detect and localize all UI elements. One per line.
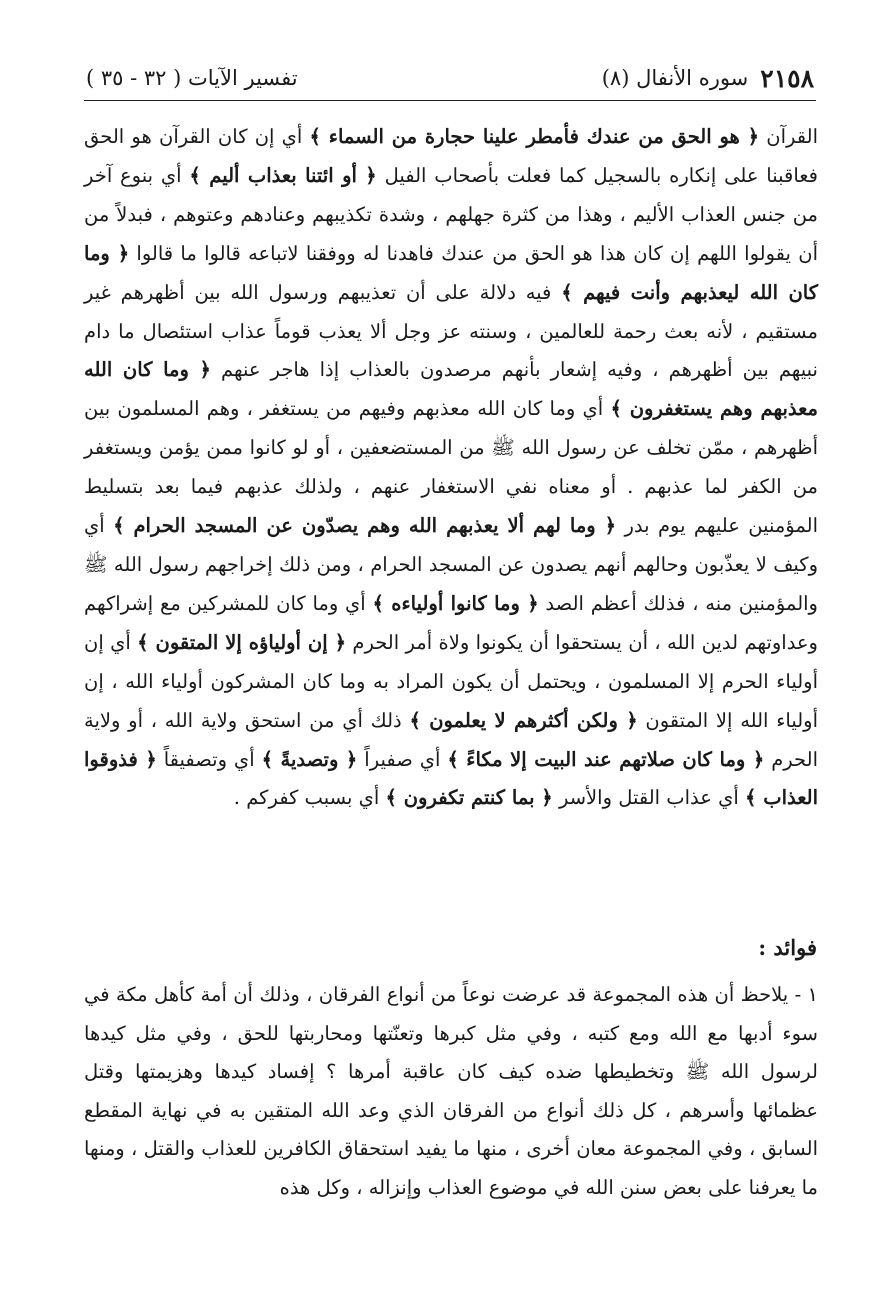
commentary-text: أي بسبب كفركم . — [233, 786, 386, 810]
commentary-text: ذلك أي من استحق ولاية الله ، أو ولاية الحرم — [84, 708, 818, 771]
verse-quote: ﴿ وما كان الله معذبهم وهم يستغفرون ﴾ — [84, 358, 818, 421]
page-number: ٢١٥٨ — [760, 63, 814, 93]
commentary-text: أي وما كان للمشركين مع إشراكهم وعداوتهم لدين الله ، أن يستحقوا أن يكونوا ولاة أمر الحرم — [84, 591, 818, 654]
verse-quote: ﴿ وما لهم ألا يعذبهم الله وهم يصدّون عن المسجد الحرام ﴾ — [113, 514, 617, 538]
commentary-text: أي وما كان الله معذبهم وفيهم من يستغفر ، وهم المسلمون بين أظهرهم ، ممّن تخلف عن رسول الله ﷺ من المستضعفين ، أو لو كانوا ممن يؤمن ويستغفر من الكفر لما عذبهم . أو معناه نفي الاستغفار عنهم ، ولذلك عذبهم فيما بعد بتسليط المؤمنين عليهم يوم بدر — [84, 397, 818, 538]
verse-quote: ﴿ ولكن أكثرهم لا يعلمون ﴾ — [409, 708, 638, 732]
commentary-text: أي صفيراً — [357, 747, 448, 771]
commentary-text: أي وكيف لا يعذّبون وحالهم أنهم يصدون عن المسجد الحرام ، ومن ذلك إخراجهم رسول الله ﷺ والمؤمنين منه ، فذلك أعظم الصد — [84, 514, 818, 615]
section-title: تفسير الآيات ( ٣٢ - ٣٥ ) — [86, 66, 298, 90]
verse-quote: ﴿ هو الحق من عندك فأمطر علينا حجارة من السماء ﴾ — [309, 125, 760, 148]
header-divider — [84, 100, 816, 101]
verse-quote: ﴿ فذوقوا العذاب ﴾ — [84, 747, 818, 810]
surah-title: (٨) سوره الأنفال — [601, 66, 749, 90]
verse-quote: ﴿ إن أولياؤه إلا المتقون ﴾ — [137, 630, 347, 654]
commentary-text: أي إن كان القرآن هو الحق فعاقبنا على إنكاره بالسجيل كما فعلت بأصحاب الفيل — [84, 125, 818, 187]
benefits-heading: فوائد : — [758, 935, 817, 960]
commentary-text: فيه دلالة على أن تعذيبهم ورسول الله بين أظهرهم غير مستقيم ، لأنه بعث رحمة للعالمين ، وسنته عز وجل ألا يعذب قوماً عذاب استئصال ما دام نبيهم بين أظهرهم ، وفيه إشعار بأنهم مرصدون بالعذاب إذا هاجر عنهم — [84, 280, 818, 382]
commentary-text: أي بنوع آخر من جنس العذاب الأليم ، وهذا من كثرة جهلهم ، وشدة تكذيبهم وعنادهم وعتوهم ، فبدلاً من أن يقولوا اللهم إن كان هذا هو الحق من عندك فاهدنا له ووفقنا لاتباعه قالوا ما قالوا — [84, 163, 818, 265]
verse-quote: ﴿ أو ائتنا بعذاب أليم ﴾ — [189, 163, 377, 187]
commentary-text: أي عذاب القتل والأسر — [552, 786, 745, 810]
header-right-group — [602, 64, 814, 93]
commentary-text: أي إن أولياء الحرم إلا المسلمون ، ويحتمل أن يكون المراد به وما كان المشركون أولياء الله ، إن أولياء الله إلا المتقون — [84, 630, 818, 732]
verse-quote: ﴿ وما كانوا أولياءه ﴾ — [372, 591, 539, 615]
commentary-paragraph — [84, 118, 818, 818]
commentary-text: القرآن — [759, 125, 818, 148]
commentary-text: أي وتصفيقاً — [156, 747, 262, 771]
verse-quote: ﴿ وما كان صلاتهم عند البيت إلا مكاءً ﴾ — [447, 747, 765, 771]
verse-quote: ﴿ بما كنتم تكفرون ﴾ — [385, 786, 553, 810]
verse-quote: ﴿ وتصديةً ﴾ — [261, 747, 358, 771]
page-header — [86, 58, 814, 98]
verse-quote: ﴿ وما كان الله ليعذبهم وأنت فيهم ﴾ — [84, 241, 818, 304]
benefit-paragraph: ١ - يلاحظ أن هذه المجموعة قد عرضت نوعاً من أنواع الفرقان ، وذلك أن أمة كأهل مكة في سوء أدبها مع الله ومع كتبه ، وفي مثل كبرها وتعنّتها ومحاربتها للحق ، وفي مثل كيدها لرسول الله ﷺ وتخطيطها ضده كيف كان عاقبة أمرها ؟ إفساد كيدها وهزيمتها وقتل عظمائها وأسرهم ، كل ذلك أنواع من الفرقان الذي وعد الله المتقين به في نهاية المقطع السابق ، وفي المجموعة معان أخرى ، منها ما يفيد استحقاق الكافرين للعذاب والقتل ، ومنها ما يعرفنا على بعض سنن الله في موضوع العذاب وإنزاله ، وكل هذه — [84, 983, 818, 1199]
